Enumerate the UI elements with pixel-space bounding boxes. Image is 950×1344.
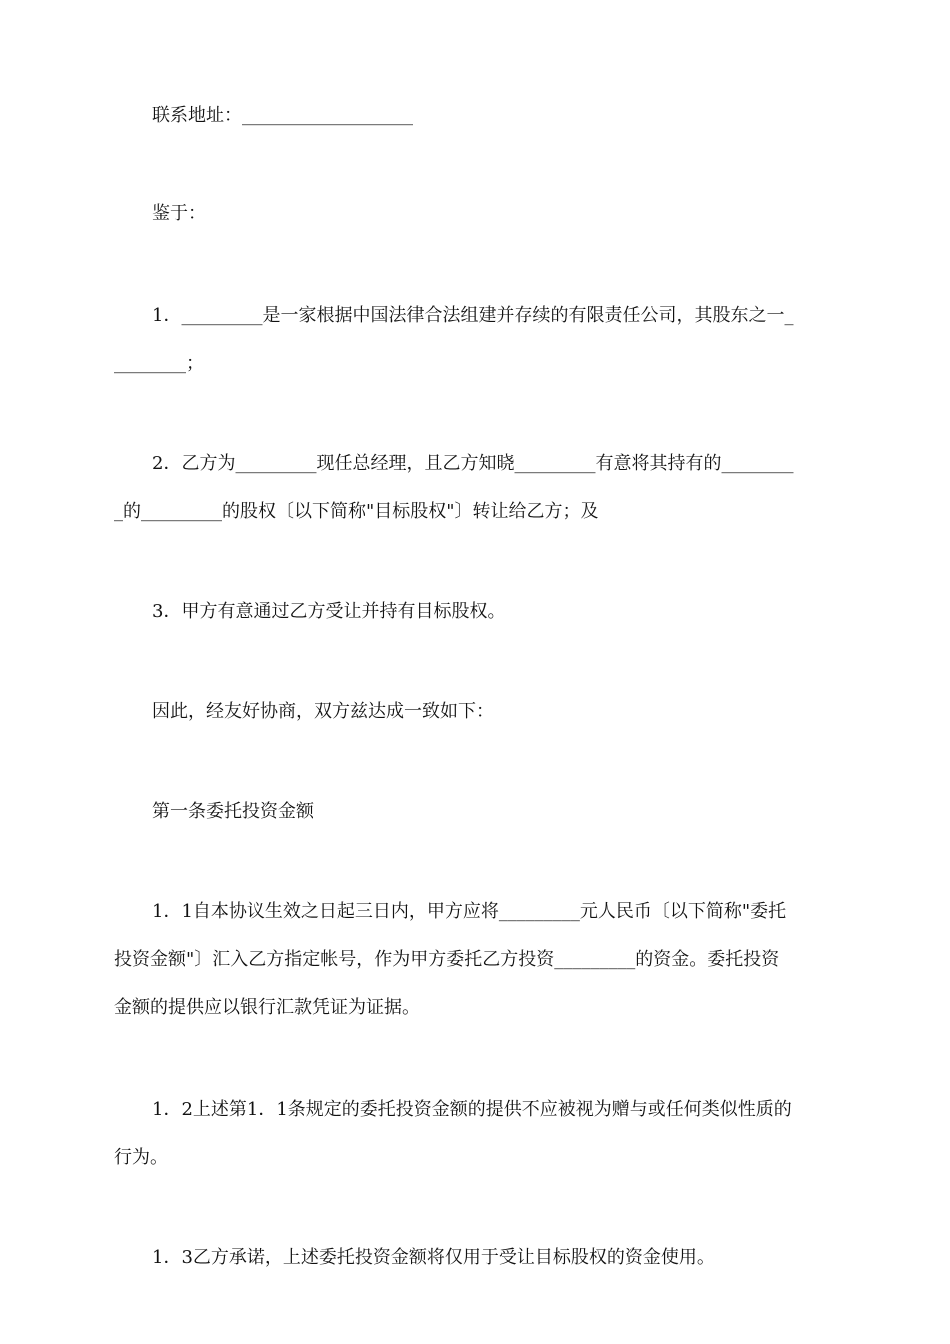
- recital-2-line-1: 2．乙方为_________现任总经理，且乙方知晓_________有意将其持有的________: [152, 453, 794, 474]
- recital-2-line-2: _的_________的股权〔以下简称"目标股权"〕转让给乙方；及: [114, 501, 599, 522]
- recital-1-line-2: ________；: [114, 353, 204, 374]
- agreement-intro-line: 因此，经友好协商，双方兹达成一致如下：: [152, 701, 494, 722]
- article-1-heading: 第一条委托投资金额: [152, 801, 314, 822]
- clause-1-1-line-1: 1．1自本协议生效之日起三日内，甲方应将_________元人民币〔以下简称"委托: [152, 901, 787, 922]
- clause-1-2-line-1: 1．2上述第1．1条规定的委托投资金额的提供不应被视为赠与或任何类似性质的: [152, 1099, 792, 1120]
- whereas-heading: 鉴于：: [152, 203, 206, 224]
- recital-1-line-1: 1．_________是一家根据中国法律合法组建并存续的有限责任公司，其股东之一_: [152, 305, 794, 326]
- clause-1-2-line-2: 行为。: [114, 1147, 168, 1168]
- clause-1-3-line: 1．3乙方承诺，上述委托投资金额将仅用于受让目标股权的资金使用。: [152, 1247, 715, 1268]
- clause-1-1-line-3: 金额的提供应以银行汇款凭证为证据。: [114, 997, 420, 1018]
- recital-3-line: 3．甲方有意通过乙方受让并持有目标股权。: [152, 601, 506, 622]
- clause-1-1-line-2: 投资金额"〕汇入乙方指定帐号，作为甲方委托乙方投资_________的资金。委托投资: [114, 949, 780, 970]
- contact-address-line: 联系地址：___________________: [152, 105, 413, 126]
